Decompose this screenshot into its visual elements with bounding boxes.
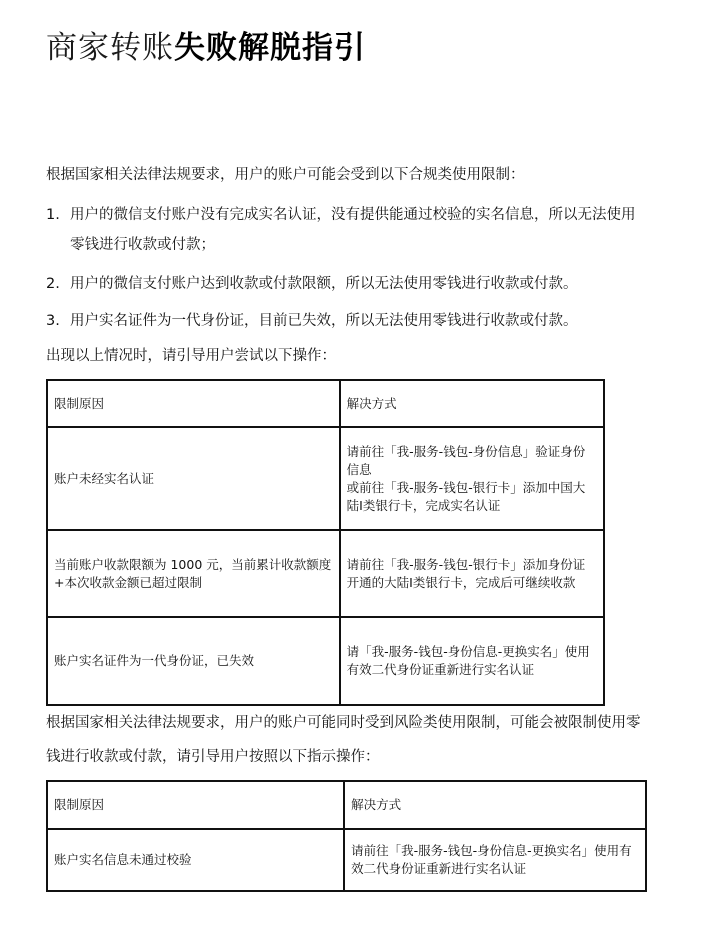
list-item (46, 274, 578, 294)
list-number: 1. (46, 207, 60, 223)
table-row (47, 427, 604, 530)
risk-intro-line: 钱进行收款或付款，请引导用户按照以下指示操作： (46, 749, 380, 765)
cell-text: 有效二代身份证重新进行实名认证 (346, 662, 535, 677)
table-header-cell (344, 781, 646, 829)
list-item (46, 205, 636, 225)
guide-paragraph: 出现以上情况时，请引导用户尝试以下操作： (46, 348, 336, 364)
cell-text: 当前账户收款限额为 1000 元，当前累计收款额度 (54, 556, 332, 572)
cell-text: 信息 (346, 461, 372, 477)
table-header-cell (47, 781, 344, 829)
table-row (47, 829, 646, 891)
header-reason: 限制原因 (54, 797, 105, 812)
risk-intro-line: 根据国家相关法律法规要求，用户的账户可能同时受到风险类使用限制，可能会被限制使用零 (46, 715, 641, 731)
restriction-table-risk (46, 780, 647, 892)
table-cell-solution (344, 829, 646, 891)
cell-text: +本次收款金额已超过限制 (54, 574, 202, 590)
cell-text: 请前往「我-服务-钱包-身份信息」验证身份 (346, 443, 586, 459)
title-part-normal: 商家转账 (46, 30, 174, 66)
header-reason: 限制原因 (54, 395, 105, 411)
cell-text: 请前往「我-服务-钱包-银行卡」添加身份证 (346, 556, 586, 572)
list-text: 用户的微信支付账户达到收款或付款限额，所以无法使用零钱进行收款或付款。 (70, 276, 578, 292)
table-cell-solution (340, 617, 604, 705)
table-header-row (47, 781, 646, 829)
cell-text: 请「我-服务-钱包-身份信息-更换实名」使用 (346, 644, 590, 659)
intro-paragraph: 根据国家相关法律法规要求，用户的账户可能会受到以下合规类使用限制： (46, 167, 525, 183)
list-text: 用户的微信支付账户没有完成实名认证，没有提供能通过校验的实名信息，所以无法使用 (70, 207, 636, 223)
table-cell-reason (47, 829, 344, 891)
header-solution: 解决方式 (351, 797, 402, 812)
table-cell-reason (47, 530, 340, 617)
cell-text: 开通的大陆I类银行卡，完成后可继续收款 (346, 574, 576, 590)
table-row (47, 530, 604, 617)
list-number: 2. (46, 276, 60, 292)
table-cell-reason (47, 617, 340, 705)
list-number: 3. (46, 313, 60, 329)
title-part-bold: 失败解脱指引 (174, 30, 366, 66)
restriction-table-compliance (46, 379, 605, 706)
header-solution: 解决方式 (346, 395, 397, 411)
cell-text: 账户实名信息未通过校验 (54, 852, 192, 867)
cell-text: 账户实名证件为一代身份证，已失效 (54, 653, 255, 668)
table-header-cell (47, 380, 340, 427)
cell-text: 效二代身份证重新进行实名认证 (351, 861, 527, 876)
table-cell-reason (47, 427, 340, 530)
table-cell-solution (340, 530, 604, 617)
cell-text: 陆I类银行卡，完成实名认证 (346, 497, 501, 513)
table-header-cell (340, 380, 604, 427)
list-item (46, 311, 578, 331)
list-text: 用户实名证件为一代身份证，目前已失效，所以无法使用零钱进行收款或付款。 (70, 313, 578, 329)
cell-text: 请前往「我-服务-钱包-身份信息-更换实名」使用有 (351, 843, 632, 858)
cell-text: 或前往「我-服务-钱包-银行卡」添加中国大 (346, 479, 586, 495)
cell-text: 账户未经实名认证 (54, 470, 155, 486)
table-header-row (47, 380, 604, 427)
page-title (46, 22, 366, 67)
table-cell-solution (340, 427, 604, 530)
list-item-continuation: 零钱进行收款或付款； (70, 237, 215, 253)
table-row (47, 617, 604, 705)
